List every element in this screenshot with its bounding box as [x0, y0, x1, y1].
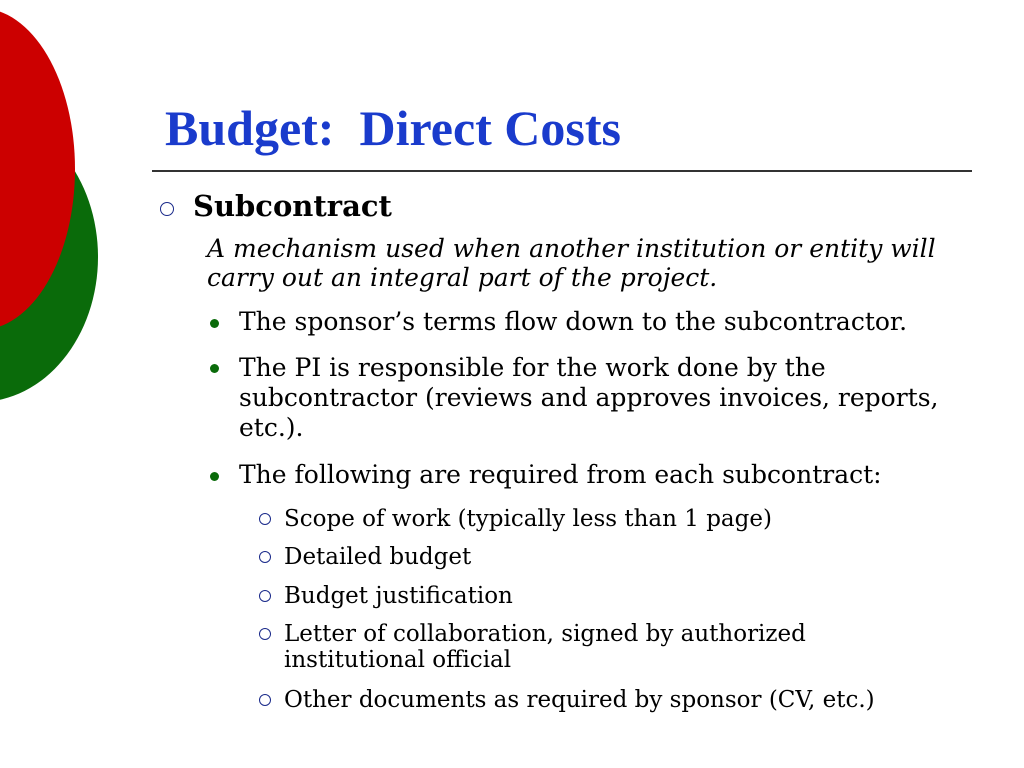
ring-bullet-icon: [259, 628, 271, 640]
dot-bullet-icon: [210, 472, 219, 481]
subcontract-description: A mechanism used when another institution or entity will carry out an integral part of the project.: [207, 234, 936, 292]
dot-bullet-icon: [210, 319, 219, 328]
ring-bullet-icon: [259, 694, 271, 706]
point-terms-flow: The sponsor’s terms flow down to the subcontractor.: [239, 307, 908, 336]
required-item-letter: Letter of collaboration, signed by authorized institutional official: [284, 621, 806, 673]
point-pi-responsible: The PI is responsible for the work done by the subcontractor (reviews and approves invoices, reports, etc.).: [239, 353, 939, 442]
ring-bullet-icon: [259, 513, 271, 525]
title-divider: [152, 170, 972, 172]
ring-bullet-icon: [259, 551, 271, 563]
required-item-budget: Detailed budget: [284, 544, 472, 570]
ring-bullet-icon: [259, 590, 271, 602]
ring-bullet-icon: [160, 202, 174, 216]
required-item-justification: Budget justification: [284, 583, 513, 609]
heading-subcontract: Subcontract: [193, 189, 392, 223]
required-item-scope: Scope of work (typically less than 1 page): [284, 506, 772, 532]
required-item-other: Other documents as required by sponsor (CV, etc.): [284, 687, 875, 713]
point-required: The following are required from each subcontract:: [239, 460, 882, 489]
dot-bullet-icon: [210, 364, 219, 373]
slide-title: Budget: Direct Costs: [165, 100, 621, 156]
